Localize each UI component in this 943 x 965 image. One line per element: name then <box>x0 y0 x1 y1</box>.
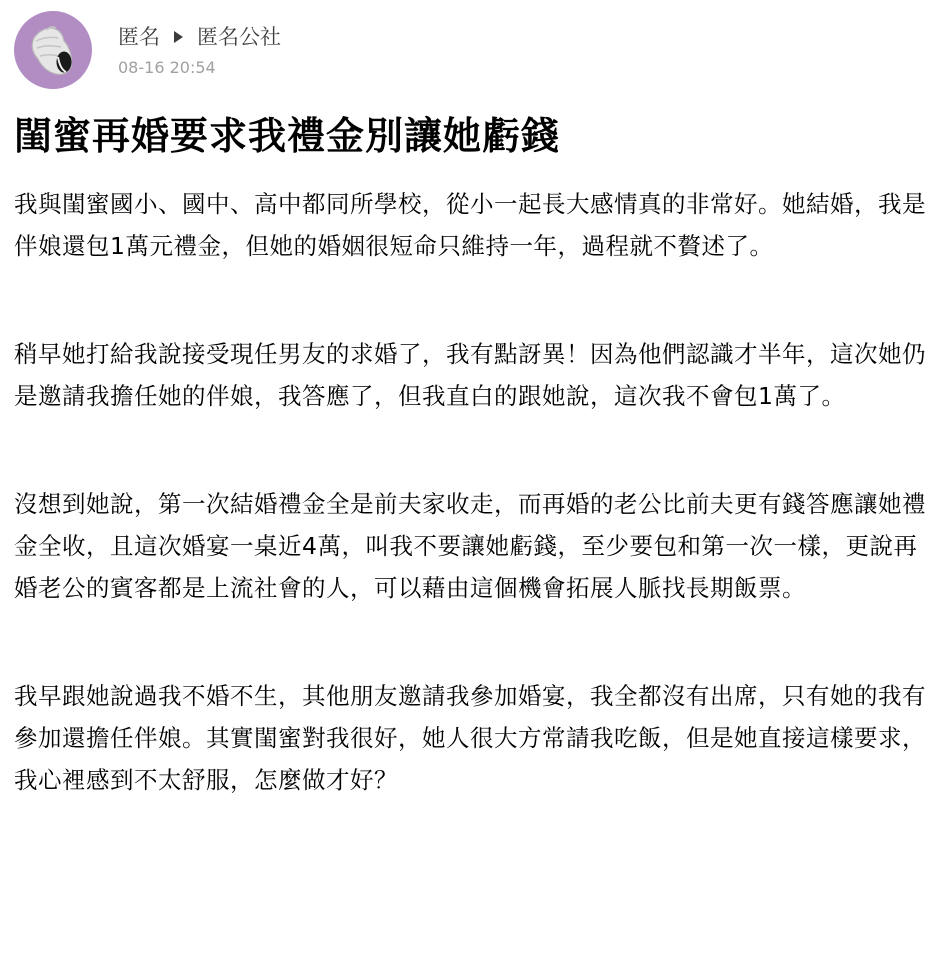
board-name[interactable]: 匿名公社 <box>197 25 281 49</box>
post-timestamp: 08-16 20:54 <box>118 58 216 77</box>
author-board-row <box>118 22 281 52</box>
shell-icon <box>14 11 92 89</box>
post-header <box>14 10 281 90</box>
post-meta <box>118 22 281 78</box>
author-name[interactable]: 匿名 <box>118 25 160 49</box>
avatar[interactable] <box>14 11 92 89</box>
content-paragraph: 稍早她打給我說接受現任男友的求婚了，我有點訝異！因為他們認識才半年，這次她仍是邀請我擔任她的伴娘，我答應了，但我直白的跟她說，這次我不會包1萬了。 <box>14 340 926 410</box>
content-paragraph: 我與閨蜜國小、國中、高中都同所學校，從小一起長大感情真的非常好。她結婚，我是伴娘還包1萬元禮金，但她的婚姻很短命只維持一年，過程就不贅述了。 <box>14 190 926 260</box>
content-paragraph: 沒想到她說，第一次結婚禮金全是前夫家收走，而再婚的老公比前夫更有錢答應讓她禮金全收，且這次婚宴一桌近4萬，叫我不要讓她虧錢，至少要包和第一次一樣，更說再婚老公的賓客都是上流社會的人，可以藉由這個機會拓展人脈找長期飯票。 <box>14 490 926 602</box>
content-paragraph: 我早跟她說過我不婚不生，其他朋友邀請我參加婚宴，我全都沒有出席，只有她的我有參加還擔任伴娘。其實閨蜜對我很好，她人很大方常請我吃飯，但是她直接這樣要求，我心裡感到不太舒服，怎麼做才好？ <box>14 682 926 794</box>
post-content <box>14 183 929 867</box>
post-title: 閨蜜再婚要求我禮金別讓她虧錢 <box>14 114 561 158</box>
caret-right-icon <box>174 31 183 43</box>
